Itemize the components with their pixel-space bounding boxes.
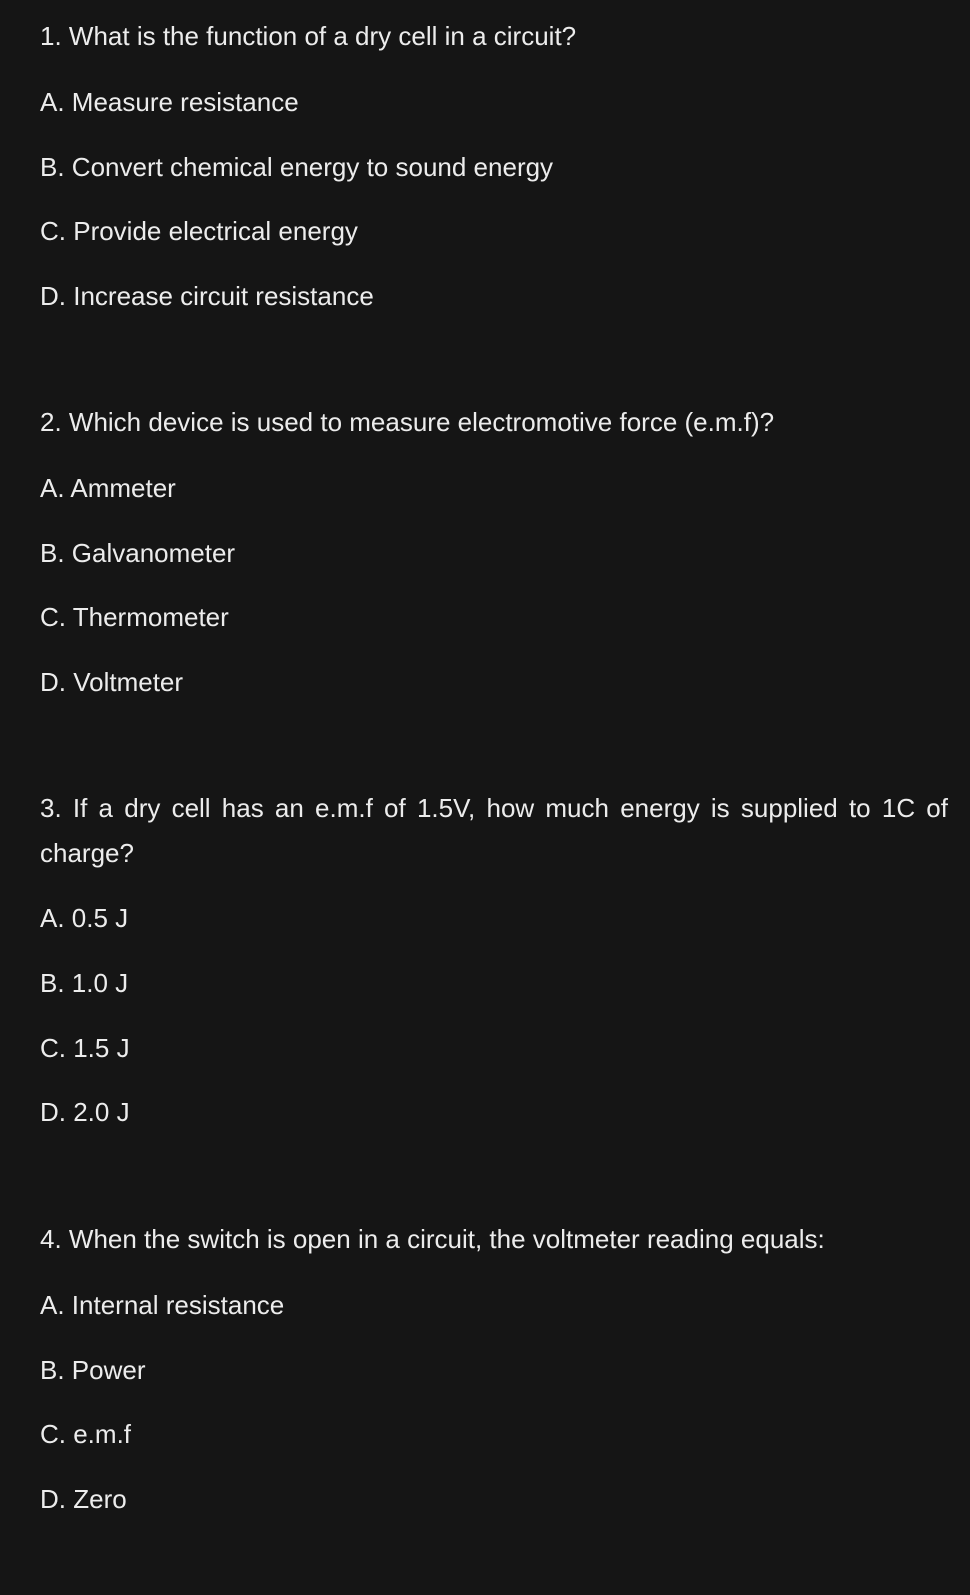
- question-4-option-a: A. Internal resistance: [40, 1290, 285, 1320]
- question-4-text: 4. When the switch is open in a circuit, the voltmeter reading equals:: [40, 1224, 825, 1254]
- question-3-option-b: B. 1.0 J: [40, 968, 129, 998]
- question-3-option-c: C. 1.5 J: [40, 1033, 130, 1063]
- question-3: [40, 786, 948, 1127]
- question-2-text: 2. Which device is used to measure electromotive force (e.m.f)?: [40, 407, 775, 437]
- question-2-option-c: C. Thermometer: [40, 602, 229, 632]
- question-1-text: 1. What is the function of a dry cell in a circuit?: [40, 21, 577, 51]
- question-1-option-d: D. Increase circuit resistance: [40, 281, 374, 311]
- question-2-option-d: D. Voltmeter: [40, 667, 184, 697]
- question-3-text: 3. If a dry cell has an e.m.f of 1.5V, how much energy is supplied to 1C of charge?: [40, 793, 948, 868]
- question-1-option-a: A. Measure resistance: [40, 87, 299, 117]
- question-2-option-b: B. Galvanometer: [40, 538, 236, 568]
- question-4: [40, 1217, 948, 1514]
- question-4-option-d: D. Zero: [40, 1484, 127, 1514]
- question-3-option-d: D. 2.0 J: [40, 1097, 130, 1127]
- question-4-option-c: C. e.m.f: [40, 1419, 132, 1449]
- question-3-option-a: A. 0.5 J: [40, 903, 129, 933]
- question-2: [40, 400, 948, 697]
- question-1-option-b: B. Convert chemical energy to sound energy: [40, 152, 554, 182]
- question-1-option-c: C. Provide electrical energy: [40, 216, 358, 246]
- question-2-option-a: A. Ammeter: [40, 473, 176, 503]
- question-1: [40, 14, 948, 311]
- question-4-option-b: B. Power: [40, 1355, 146, 1385]
